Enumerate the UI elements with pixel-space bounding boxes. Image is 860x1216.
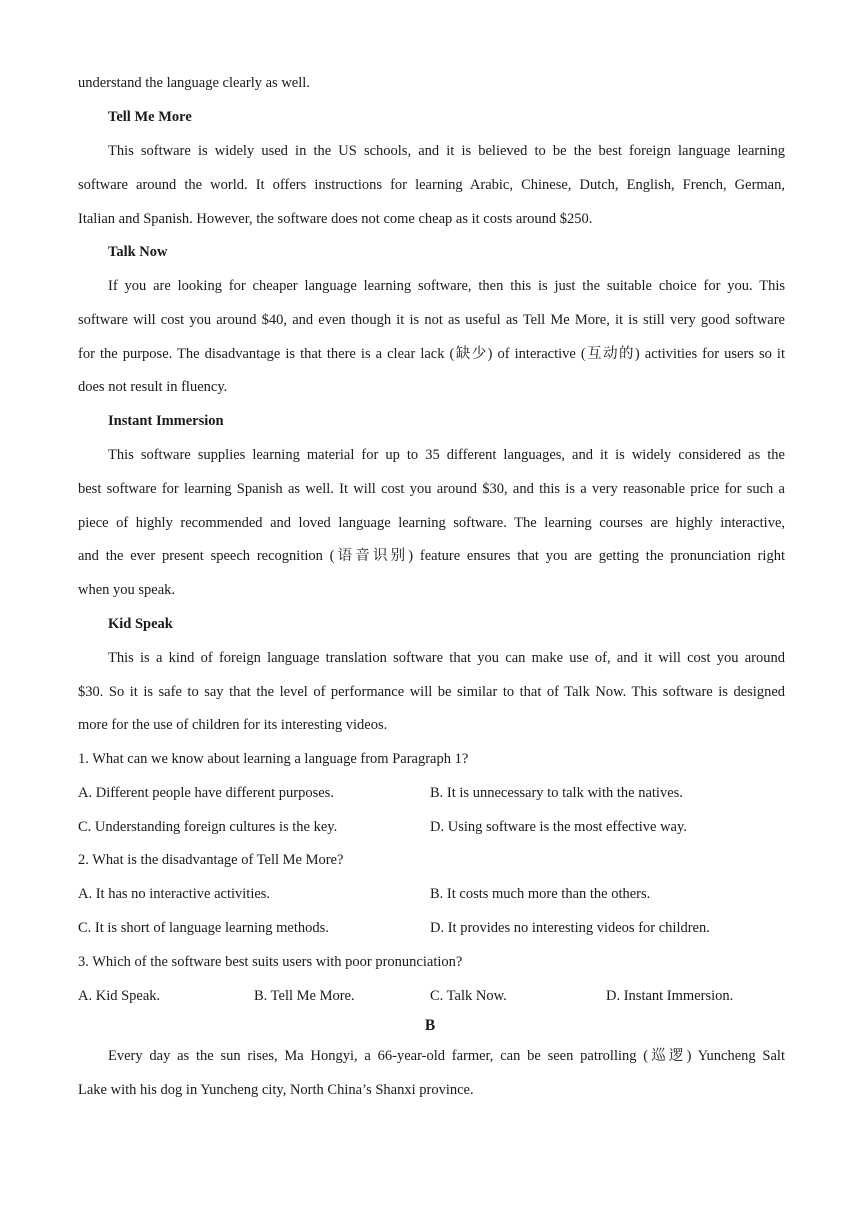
q2-option-c: C. It is short of language learning methods. — [78, 920, 329, 936]
question-2: 2. What is the disadvantage of Tell Me More? — [78, 852, 344, 868]
q3-option-c: C. Talk Now. — [430, 988, 507, 1004]
paragraph-line: Lake with his dog in Yuncheng city, North China’s Shanxi province. — [78, 1082, 474, 1098]
q2-option-d: D. It provides no interesting videos for children. — [430, 920, 710, 936]
paragraph-line: and the ever present speech recognition (语音识别) feature ensures that you are getting the pronunciation right — [78, 548, 785, 564]
q2-option-a: A. It has no interactive activities. — [78, 886, 271, 902]
q1-option-d: D. Using software is the most effective way. — [430, 819, 687, 835]
paragraph-line: more for the use of children for its interesting videos. — [78, 717, 388, 733]
q1-option-b: B. It is unnecessary to talk with the natives. — [430, 785, 683, 801]
heading-tell-me-more: Tell Me More — [108, 109, 192, 125]
paragraph-line: when you speak. — [78, 582, 176, 598]
q1-option-c: C. Understanding foreign cultures is the key. — [78, 819, 338, 835]
paragraph-line: best software for learning Spanish as well. It will cost you around $30, and this is a very reasonable price for such a — [78, 481, 785, 497]
heading-kid-speak: Kid Speak — [108, 616, 173, 632]
paragraph-line: Italian and Spanish. However, the software does not come cheap as it costs around $250. — [78, 211, 593, 227]
q3-option-a: A. Kid Speak. — [78, 988, 161, 1004]
paragraph-line: software will cost you around $40, and even though it is not as useful as Tell Me More, it is still very good software — [78, 312, 785, 328]
q1-option-a: A. Different people have different purposes. — [78, 785, 334, 801]
question-1: 1. What can we know about learning a language from Paragraph 1? — [78, 751, 469, 767]
paragraph-line: This is a kind of foreign language translation software that you can make use of, and it will cost you around — [108, 650, 785, 666]
heading-talk-now: Talk Now — [108, 244, 168, 260]
q2-option-b: B. It costs much more than the others. — [430, 886, 651, 902]
section-heading-b: B — [424, 1017, 436, 1034]
paragraph-line: for the purpose. The disadvantage is that there is a clear lack (缺少) of interactive (互动的) activities for users so it — [78, 346, 785, 362]
heading-instant-immersion: Instant Immersion — [108, 413, 224, 429]
question-3: 3. Which of the software best suits users with poor pronunciation? — [78, 954, 463, 970]
paragraph-line: $30. So it is safe to say that the level of performance will be similar to that of Talk Now. This software is designed — [78, 684, 785, 700]
paragraph-line: This software is widely used in the US schools, and it is believed to be the best foreign language learning — [108, 143, 785, 159]
q3-option-b: B. Tell Me More. — [254, 988, 355, 1004]
paragraph-line: This software supplies learning material for up to 35 different languages, and it is widely considered as the — [108, 447, 785, 463]
q3-option-d: D. Instant Immersion. — [606, 988, 734, 1004]
paragraph-line: software around the world. It offers instructions for learning Arabic, Chinese, Dutch, English, French, German, — [78, 177, 785, 193]
paragraph-line: understand the language clearly as well. — [78, 75, 310, 91]
paragraph-line: Every day as the sun rises, Ma Hongyi, a 66-year-old farmer, can be seen patrolling (巡逻) Yuncheng Salt — [108, 1048, 785, 1064]
paragraph-line: does not result in fluency. — [78, 379, 228, 395]
paragraph-line: If you are looking for cheaper language learning software, then this is just the suitable choice for you. This — [108, 278, 785, 294]
paragraph-line: piece of highly recommended and loved language learning software. The learning courses are highly interactive, — [78, 515, 785, 531]
